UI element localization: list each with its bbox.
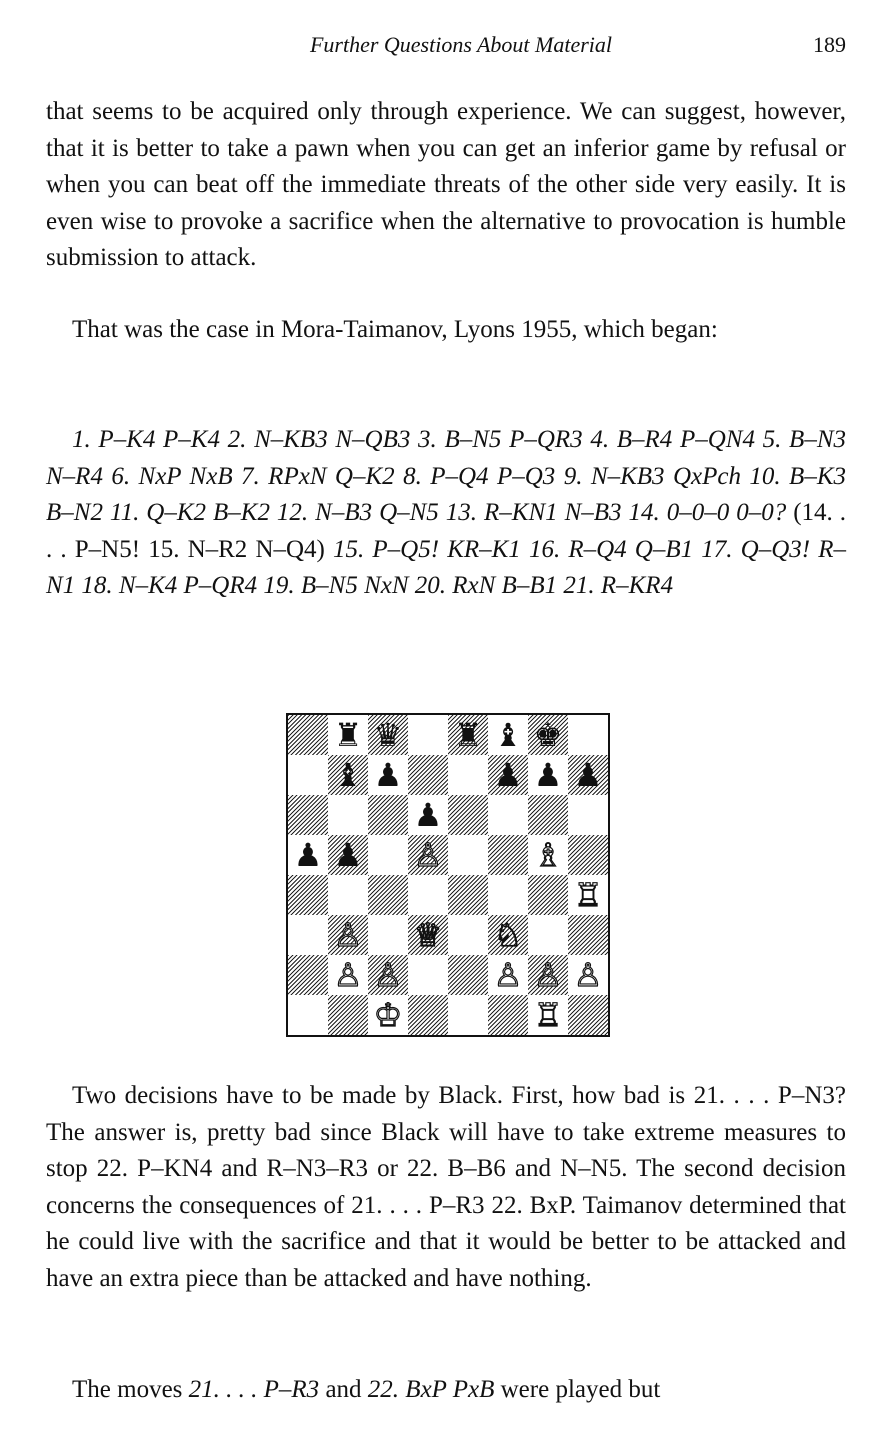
white-pawn-icon: ♙ <box>573 956 603 994</box>
paragraph-3: Two decisions have to be made by Black. First, how bad is 21. . . . P–N3? The answer is, pretty bad since Black will have to take extreme measures to stop 22. P–KN4 and R–N3–R3 or 22. B–B6 and N–N5. The second decision concerns the consequences of 21. . . . P–R3 22. BxP. Taimanov determined that he could live with the sacrifice and that it would be better to be attacked and have an extra piece than be attacked and have nothing. <box>46 1082 846 1292</box>
black-pawn-icon: ♟ <box>413 796 443 834</box>
black-pawn-icon: ♟ <box>573 756 603 794</box>
board-square <box>328 955 368 995</box>
board-square <box>448 755 488 795</box>
white-pawn-icon: ♙ <box>333 916 363 954</box>
board-square <box>568 995 608 1035</box>
board-square <box>568 755 608 795</box>
p4-text-3: were played but <box>494 1376 661 1403</box>
black-bishop-icon: ♝ <box>333 756 363 794</box>
board-square <box>408 995 448 1035</box>
board-square <box>288 915 328 955</box>
board-square <box>368 715 408 755</box>
p4-text-2: and <box>319 1376 368 1403</box>
page-number: 189 <box>813 32 846 57</box>
p4-move-1: 21. . . . P–R3 <box>188 1376 320 1403</box>
black-pawn-icon: ♟ <box>333 836 363 874</box>
board-square <box>448 995 488 1035</box>
black-pawn-icon: ♟ <box>533 756 563 794</box>
paragraph-1: that seems to be acquired only through experience. We can suggest, however, that it is better to take a pawn when you can get an inferior game by refusal or when you can beat off the immediate threats of the other side very easily. It is even wise to provoke a sacrifice when the alternative to provocation is humble submission to attack. <box>46 98 846 271</box>
board-square <box>328 755 368 795</box>
board-square <box>368 755 408 795</box>
moves-part-1: 1. P–K4 P–K4 2. N–KB3 N–QB3 3. B–N5 P–QR3 4. B–R4 P–QN4 5. B–N3 N–R4 6. NxP NxB 7. RPxN Q–K2 8. P–Q4 P–Q3 9. N–KB3 QxPch 10. B–K3 B–N2 11. Q–K2 B–K2 12. N–B3 Q–N5 13. R–KN1 N–B3 14. 0–0–0 0–0? <box>46 426 846 526</box>
board-square <box>288 955 328 995</box>
white-knight-icon: ♘ <box>493 916 523 954</box>
black-queen-icon: ♛ <box>373 716 403 754</box>
board-square <box>368 955 408 995</box>
white-pawn-icon: ♙ <box>493 956 523 994</box>
board-square <box>288 995 328 1035</box>
board-square <box>368 875 408 915</box>
board-square <box>328 835 368 875</box>
board-square <box>528 755 568 795</box>
board-square <box>568 835 608 875</box>
board-square <box>448 915 488 955</box>
black-rook-icon: ♜ <box>453 716 483 754</box>
paragraph-4 <box>46 1372 846 1409</box>
black-pawn-icon: ♟ <box>293 836 323 874</box>
moves-variation: (14. . . . P–N5! 15. N–R2 N–Q4) <box>46 499 846 563</box>
board-square <box>288 875 328 915</box>
white-bishop-icon: ♗ <box>533 836 563 874</box>
board-square <box>328 915 368 955</box>
paragraph-2: That was the case in Mora-Taimanov, Lyons 1955, which began: <box>72 316 718 343</box>
board-square <box>448 875 488 915</box>
black-rook-icon: ♜ <box>333 716 363 754</box>
board-square <box>568 915 608 955</box>
board-square <box>448 795 488 835</box>
board-square <box>408 955 448 995</box>
board-square <box>288 835 328 875</box>
board-square <box>408 835 448 875</box>
board-square <box>328 715 368 755</box>
white-rook-icon: ♖ <box>573 876 603 914</box>
board-square <box>488 915 528 955</box>
board-square <box>488 955 528 995</box>
board-square <box>448 835 488 875</box>
board-square <box>528 875 568 915</box>
white-pawn-icon: ♙ <box>373 956 403 994</box>
board-square <box>528 715 568 755</box>
black-pawn-icon: ♟ <box>373 756 403 794</box>
board-square <box>368 915 408 955</box>
white-rook-icon: ♖ <box>533 996 563 1034</box>
board-square <box>328 795 368 835</box>
board-square <box>528 835 568 875</box>
white-pawn-icon: ♙ <box>333 956 363 994</box>
board-square <box>528 955 568 995</box>
running-header <box>46 32 846 62</box>
board-square <box>488 755 528 795</box>
board-square <box>488 875 528 915</box>
white-pawn-icon: ♙ <box>413 836 443 874</box>
board-square <box>528 915 568 955</box>
black-king-icon: ♚ <box>533 716 563 754</box>
board-square <box>288 715 328 755</box>
board-square <box>408 755 448 795</box>
board-square <box>528 995 568 1035</box>
board-square <box>328 995 368 1035</box>
running-title: Further Questions About Material <box>309 32 613 57</box>
board-square <box>328 875 368 915</box>
board-square <box>288 795 328 835</box>
board-square <box>408 795 448 835</box>
board-square <box>448 955 488 995</box>
black-pawn-icon: ♟ <box>493 756 523 794</box>
board-square <box>488 995 528 1035</box>
white-king-icon: ♔ <box>373 996 403 1034</box>
board-square <box>568 715 608 755</box>
board-square <box>568 875 608 915</box>
p4-text-1: The moves <box>72 1376 189 1403</box>
moves-part-2: 15. P–Q5! KR–K1 16. R–Q4 Q–B1 17. Q–Q3! R–N1 18. N–K4 P–QR4 19. B–N5 NxN 20. RxN B–B1 21. R–KR4 <box>46 535 846 599</box>
p4-move-2: 22. BxP PxB <box>367 1376 495 1403</box>
board-square <box>408 875 448 915</box>
board-square <box>448 715 488 755</box>
white-pawn-icon: ♙ <box>533 956 563 994</box>
board-square <box>568 795 608 835</box>
game-moves <box>46 422 846 605</box>
board-square <box>488 795 528 835</box>
board-square <box>528 795 568 835</box>
board-square <box>368 835 408 875</box>
black-bishop-icon: ♝ <box>493 716 523 754</box>
moves-paragraph <box>46 422 846 605</box>
chess-diagram <box>286 713 610 1037</box>
white-queen-icon: ♕ <box>413 916 443 954</box>
board-square <box>408 915 448 955</box>
board-square <box>568 955 608 995</box>
board-square <box>488 715 528 755</box>
board-square <box>368 995 408 1035</box>
board-square <box>408 715 448 755</box>
board-square <box>368 795 408 835</box>
board-square <box>288 755 328 795</box>
board-square <box>488 835 528 875</box>
